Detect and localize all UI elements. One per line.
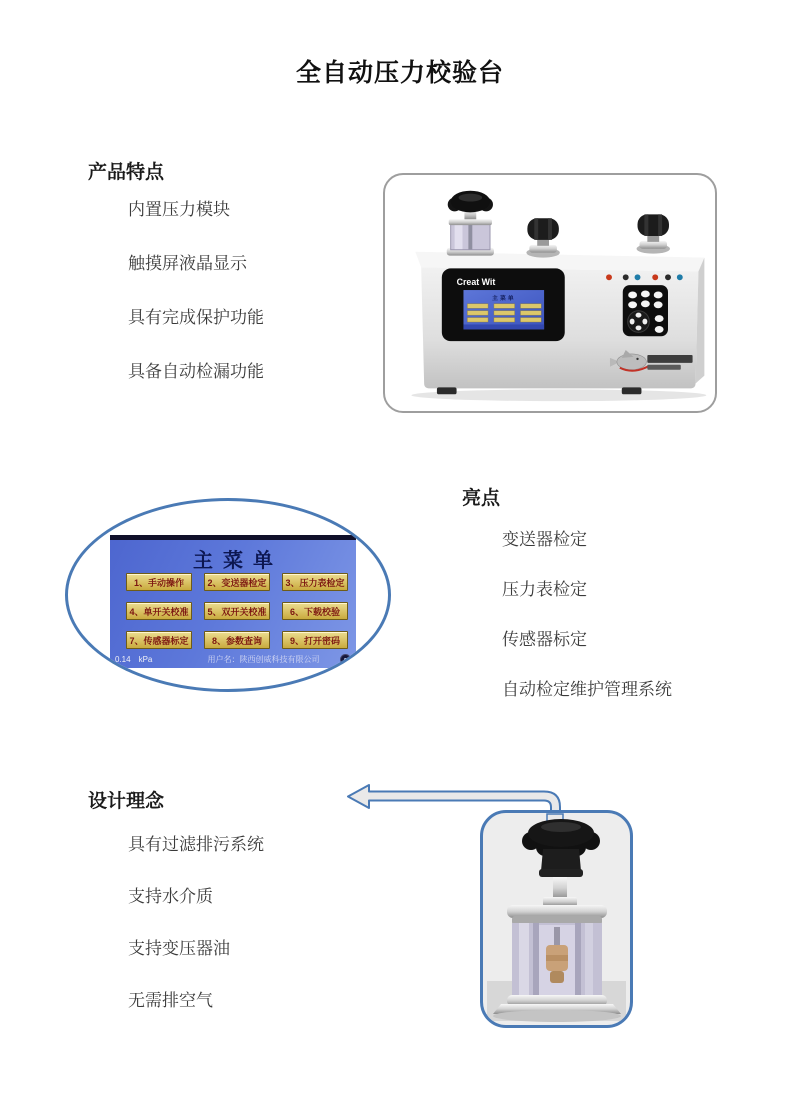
highlight-item: 变送器检定 bbox=[502, 530, 587, 549]
menu-title: 主菜单 bbox=[193, 550, 283, 572]
feature-item: 具有完成保护功能 bbox=[128, 308, 264, 327]
status-username: 用户名：陕西创威科技有限公司 bbox=[207, 655, 320, 664]
highlight-item: 传感器标定 bbox=[502, 630, 587, 649]
pressure-unit: kPa bbox=[138, 655, 153, 664]
design-item: 支持变压器油 bbox=[128, 939, 230, 958]
features-list bbox=[128, 199, 264, 383]
menu-button: 5、双开关校准 bbox=[204, 602, 270, 620]
mini-menu-buttons bbox=[467, 304, 541, 322]
device-foot bbox=[622, 387, 642, 394]
device-screen bbox=[442, 268, 565, 341]
device-photo-frame bbox=[383, 173, 717, 413]
star-knob-icon bbox=[522, 819, 600, 877]
feature-item: 具备自动检漏功能 bbox=[128, 362, 264, 381]
menu-button: 7、传感器标定 bbox=[126, 631, 192, 649]
page-title: 全自动压力校验台 bbox=[295, 59, 504, 87]
menu-button-grid bbox=[126, 573, 348, 649]
keypad bbox=[623, 285, 668, 336]
highlights-list bbox=[502, 529, 672, 701]
device-brand: Creat Wit bbox=[456, 277, 496, 288]
menu-button: 4、单开关校准 bbox=[126, 602, 192, 620]
reservoir-body bbox=[493, 877, 621, 1022]
valve-knob-icon bbox=[526, 218, 559, 257]
menu-screenshot-ellipse bbox=[65, 498, 391, 692]
pressure-value: 0.14 bbox=[115, 655, 131, 664]
design-list bbox=[128, 834, 264, 1012]
screen-top-bezel bbox=[110, 535, 356, 540]
menu-button: 9、打开密码 bbox=[282, 631, 348, 649]
clock-icon bbox=[340, 654, 351, 665]
design-heading: 设计理念 bbox=[88, 791, 165, 812]
design-item: 具有过滤排污系统 bbox=[128, 835, 264, 854]
highlight-item: 压力表检定 bbox=[502, 580, 587, 599]
status-pressure bbox=[115, 655, 187, 664]
reservoir-photo-frame bbox=[480, 810, 633, 1028]
highlight-item: 自动检定维护管理系统 bbox=[502, 680, 672, 699]
reservoir-top-icon bbox=[447, 191, 494, 256]
features-heading: 产品特点 bbox=[88, 162, 165, 183]
feature-item: 内置压力模块 bbox=[128, 200, 230, 219]
design-item: 无需排空气 bbox=[128, 991, 213, 1010]
device-screen-title: 主菜单 bbox=[491, 295, 516, 302]
menu-button: 3、压力表检定 bbox=[282, 573, 348, 591]
feature-item: 触摸屏液晶显示 bbox=[128, 254, 247, 273]
menu-button: 8、参数查询 bbox=[204, 631, 270, 649]
highlights-heading: 亮点 bbox=[462, 488, 501, 509]
device-foot bbox=[437, 387, 457, 394]
menu-status-bar bbox=[115, 654, 351, 665]
menu-button: 2、变送器检定 bbox=[204, 573, 270, 591]
menu-button: 6、下载校验 bbox=[282, 602, 348, 620]
calibrator-device-image bbox=[385, 175, 715, 411]
design-item: 支持水介质 bbox=[128, 887, 213, 906]
menu-screenshot bbox=[110, 535, 356, 668]
menu-button: 1、手动操作 bbox=[126, 573, 192, 591]
valve-knob-icon bbox=[637, 214, 670, 253]
reservoir-closeup-image bbox=[483, 813, 630, 1025]
filter-stem bbox=[554, 927, 560, 947]
